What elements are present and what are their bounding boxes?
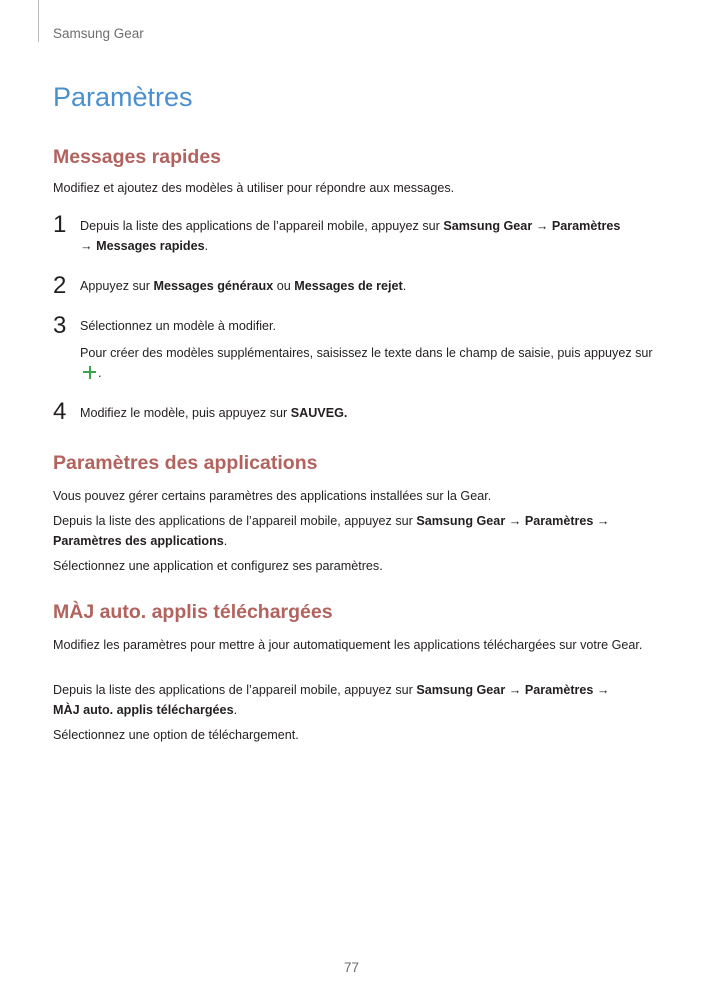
step-number-3: 3	[53, 312, 67, 339]
page-title: Paramètres	[53, 82, 193, 112]
step-number-1: 1	[53, 211, 67, 238]
app-settings-instruction: Sélectionnez une application et configurez ses paramètres.	[53, 559, 383, 573]
step-2-text: Appuyez sur Messages généraux ou Messages de rejet.	[80, 279, 407, 293]
section-heading-quick-messages: Messages rapides	[53, 146, 222, 168]
app-settings-path: Depuis la liste des applications de l’appareil mobile, appuyez sur Samsung Gear → Paramètres → Paramètres des applications.	[53, 514, 610, 548]
step-4-text: Modifiez le modèle, puis appuyez sur SAUVEG.	[80, 406, 348, 420]
section-heading-app-settings: Paramètres des applications	[53, 452, 318, 474]
step-number-4: 4	[53, 398, 67, 425]
step-3-note: Pour créer des modèles supplémentaires, saisissez le texte dans le champ de saisie, puis appuyez sur.	[80, 346, 653, 380]
app-settings-intro: Vous pouvez gérer certains paramètres des applications installées sur la Gear.	[53, 489, 492, 503]
plus-icon	[83, 366, 96, 379]
header-divider	[38, 0, 39, 42]
step-number-2: 2	[53, 272, 67, 299]
section-heading-auto-update: MÀJ auto. applis téléchargées	[53, 601, 333, 623]
auto-update-instruction: Sélectionnez une option de téléchargement.	[53, 728, 299, 742]
page-number: 77	[343, 960, 360, 975]
step-3-text: Sélectionnez un modèle à modifier.	[80, 319, 277, 333]
quick-messages-intro: Modifiez et ajoutez des modèles à utiliser pour répondre aux messages.	[53, 181, 455, 195]
step-1-text: Depuis la liste des applications de l’appareil mobile, appuyez sur Samsung Gear → Paramètres → Messages rapides.	[80, 219, 621, 253]
running-header: Samsung Gear	[53, 26, 144, 41]
auto-update-intro: Modifiez les paramètres pour mettre à jour automatiquement les applications téléchargées sur votre Gear.	[53, 638, 643, 652]
auto-update-path: Depuis la liste des applications de l’appareil mobile, appuyez sur Samsung Gear → Paramètres → MÀJ auto. applis téléchargées.	[53, 683, 610, 717]
